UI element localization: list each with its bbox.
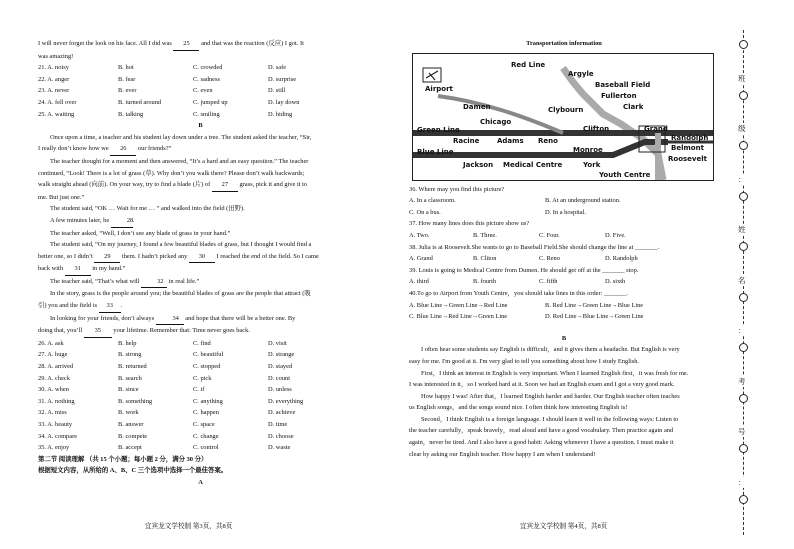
blank-29[interactable]: 29 <box>94 251 120 264</box>
map-label: Damen <box>463 102 491 111</box>
answer-option[interactable]: 31. A. nothing <box>38 397 75 405</box>
answer-option[interactable]: 22. A. anger <box>38 75 70 83</box>
option-row <box>38 349 363 361</box>
answer-option[interactable]: D. achieve <box>268 409 296 417</box>
map-label: Baseball Field <box>595 80 651 89</box>
passage-line: clear by asking our English teacher. How happy I am when I understand! <box>409 450 596 458</box>
binding-label: ： <box>738 477 746 487</box>
question-text: 39. Louis is going to Medical Centre from Dumen. He should get off at the _______ stop. <box>409 266 639 274</box>
answer-option[interactable]: 28. A. arrived <box>38 363 74 371</box>
answer-option[interactable]: D. still <box>268 87 286 95</box>
option-row <box>409 276 719 288</box>
option-row <box>38 442 363 454</box>
passage-line: In looking for your friends, don’t always 34 and hope that there will be a better one. By <box>38 313 363 326</box>
map-label: Red Line <box>511 60 546 69</box>
passage-line: continued, “Look! There is a lot of grass (草). Why don’t you walk there? Please don’t walk backwards; <box>38 169 305 177</box>
blank-27[interactable]: 27 <box>212 179 238 192</box>
answer-option[interactable]: B. returned <box>118 363 147 371</box>
map-label: Clifton <box>583 124 610 133</box>
binding-hole <box>739 293 748 302</box>
answer-option[interactable]: B. work <box>118 409 139 417</box>
answer-option[interactable]: B. Three. <box>473 231 497 239</box>
passage-line: better one, so I didn’t 29 them. I hadn’t picked any 30 I reached the end of the field. So I came <box>38 251 363 264</box>
answer-option[interactable]: C. smiling <box>193 110 220 118</box>
option-row <box>38 338 363 350</box>
map-label: Argyle <box>568 69 594 78</box>
binding-label: ： <box>738 174 746 184</box>
answer-option[interactable]: B. search <box>118 374 142 382</box>
option-row <box>409 195 719 218</box>
map-label: Airport <box>425 84 453 93</box>
option-row <box>409 300 719 323</box>
binding-label: 班 <box>738 73 746 83</box>
blank-25[interactable]: 25 <box>173 38 199 51</box>
passage-line: back with 31 in my hand.” <box>38 263 363 276</box>
answer-option[interactable]: B. ever <box>118 87 137 95</box>
option-row <box>38 373 363 385</box>
binding-label: 姓 <box>738 225 746 234</box>
answer-option[interactable]: B. fear <box>118 75 136 83</box>
answer-option[interactable]: D. sixth <box>605 278 626 286</box>
answer-option[interactable]: D. unless <box>268 386 292 394</box>
option-row <box>38 109 363 121</box>
answer-option[interactable]: 34. A. compare <box>38 432 78 440</box>
section-b-title: B <box>198 122 203 130</box>
answer-option[interactable]: D. everything <box>268 397 304 405</box>
passage-line: easy for me. I'm good at it. I'm very glad to tell you something about how I study English. <box>409 357 640 365</box>
binding-label: 名 <box>738 275 746 285</box>
binding-label: 级 <box>738 124 746 133</box>
option-row <box>409 253 719 265</box>
binding-hole <box>739 495 748 504</box>
map-label: Clybourn <box>548 105 584 114</box>
answer-option[interactable]: 24. A. fell over <box>38 98 77 106</box>
blank-34[interactable]: 34 <box>156 313 184 326</box>
page-footer-right: 宜宾龙文学校制 第4页，共8页 <box>520 523 608 530</box>
left-column <box>38 38 363 489</box>
answer-option[interactable]: C. Four. <box>539 231 560 239</box>
answer-option[interactable]: C. if <box>193 386 205 394</box>
map-label: Youth Centre <box>599 170 651 179</box>
passage-line: How happy I was! After that，I learned English harder and harder. Our English teacher often teaches <box>421 392 680 400</box>
section-b-title: B <box>561 334 567 342</box>
part2-title: 第二节 阅读理解 （共 15 个小题；每小题 2 分，满分 30 分） <box>38 455 208 463</box>
transport-map <box>412 53 714 181</box>
passage-line: again，never be tired. And I also have a good habit: Asking whenever I have a question. I must make it <box>409 439 674 447</box>
answer-option[interactable]: D. Red Line→Blue Line→Green Line <box>545 313 644 321</box>
passage-line: 引) you and the field is 33 . <box>38 300 363 313</box>
answer-option[interactable]: C. even <box>193 87 213 95</box>
option-row <box>38 419 363 431</box>
binding-label: ： <box>738 326 746 335</box>
binding-hole <box>739 343 748 352</box>
answer-option[interactable]: B. since <box>118 386 139 394</box>
answer-option[interactable]: 32. A. miss <box>38 409 67 417</box>
map-label: Green Line <box>417 125 460 134</box>
blank-31[interactable]: 31 <box>65 263 91 276</box>
passage-line: us English songs，and the songs sound nice. I often think how interesting English is! <box>409 404 628 412</box>
answer-option[interactable]: B. turned around <box>118 98 162 106</box>
binding-hole <box>739 192 748 201</box>
map-title: Transportation information <box>526 40 602 47</box>
answer-option[interactable]: 21. A. noisy <box>38 64 69 72</box>
passage-line: A few minutes later, he 28. <box>38 215 363 228</box>
questions-group <box>409 184 719 323</box>
answer-option[interactable]: D. stayed <box>268 363 293 371</box>
passage-line: The student said, “On my journey, I found a few beautiful blades of grass, but I thought I would find a <box>50 241 312 249</box>
answer-option[interactable]: A. Two. <box>409 231 430 239</box>
answer-option[interactable]: D. surprise <box>268 75 297 83</box>
binding-hole <box>739 141 748 150</box>
blank-28[interactable]: 28 <box>111 215 133 228</box>
answer-option[interactable]: D. In a hospital. <box>545 208 586 216</box>
answer-option[interactable]: B. hot <box>118 64 134 72</box>
passage-line: walk straight ahead (向前). On your way, try to find a blade (片) of 27 grass, pick it and give it to <box>38 179 363 192</box>
map-label: Roosevelt <box>668 154 707 163</box>
answer-option[interactable]: A. Grand <box>409 255 433 263</box>
passage-line: was amazing! <box>38 52 74 60</box>
map-label: Racine <box>453 136 480 145</box>
answer-option[interactable]: D. lay down <box>268 98 300 106</box>
map-label: Chicago <box>480 117 512 126</box>
passage-line: The teacher asked, “Well, I don’t see any blade of grass in your hand.” <box>50 229 231 237</box>
blank-30[interactable]: 30 <box>189 251 215 264</box>
binding-label: 考 <box>738 376 746 386</box>
option-row <box>38 361 363 373</box>
option-row <box>409 230 719 242</box>
answer-option[interactable]: 35. A. enjoy <box>38 444 70 452</box>
blank-33[interactable]: 33 <box>99 300 121 313</box>
answer-option[interactable]: C. change <box>193 432 219 440</box>
answer-option[interactable]: D. count <box>268 374 291 382</box>
answer-option[interactable]: 27. A. huge <box>38 351 68 359</box>
map-label: Medical Centre <box>503 160 563 169</box>
answer-option[interactable]: D. choose <box>268 432 294 440</box>
answer-option[interactable]: B. answer <box>118 421 144 428</box>
option-row <box>38 396 363 408</box>
answer-option[interactable]: D. visit <box>268 339 287 347</box>
question-text: 37. How many lines does this picture show us? <box>409 220 530 228</box>
binding-hole <box>739 394 748 403</box>
map-label: Blue Line <box>417 147 454 156</box>
map-label: Grand <box>644 124 668 133</box>
map-label: Belmont <box>671 143 704 152</box>
answer-option[interactable]: 30. A. when <box>38 386 69 394</box>
passage-line: The student said, “OK … Wait for me … ” and walked into the field (田野). <box>50 205 245 213</box>
blank-35[interactable]: 35 <box>84 325 112 338</box>
option-row <box>38 74 363 86</box>
map-label: Randolph <box>671 133 709 142</box>
answer-option[interactable]: C. anything <box>193 397 223 405</box>
answer-option[interactable]: B. strong <box>118 351 142 359</box>
answer-option[interactable]: C. Reno <box>539 255 560 263</box>
binding-label: 号 <box>738 427 746 436</box>
answer-option[interactable]: D. Randolph <box>605 255 638 263</box>
answer-option[interactable]: D. time <box>268 421 288 428</box>
passage-line: the teacher carefully，speak bravely，read aloud and have a good vocabulary. Then practice again and <box>409 427 674 435</box>
option-row <box>38 62 363 74</box>
right-column <box>409 38 719 460</box>
blank-26[interactable]: 26 <box>110 143 136 156</box>
answer-option[interactable]: C. fifth <box>539 278 558 286</box>
passage-line: The teacher said, “That’s what will 32 in real life.” <box>38 276 363 289</box>
answer-option[interactable]: B. fourth <box>473 278 497 286</box>
binding-margin <box>733 30 755 535</box>
answer-option[interactable]: C. space <box>193 421 215 428</box>
answer-option[interactable]: B. something <box>118 397 153 405</box>
option-row <box>38 85 363 97</box>
question-text: 36. Where may you find this picture? <box>409 185 505 193</box>
passage-line: I really don’t know how we 26 our friends?” <box>38 143 363 156</box>
options-group-a <box>38 62 363 120</box>
passage-line: doing that, you’ll 35 your lifetime. Remember that: Time never goes back. <box>38 325 363 338</box>
map-label: Monroe <box>573 145 603 154</box>
map-label: Reno <box>538 136 558 145</box>
passage-line: I often hear some students say English is difficult，and it gives them a headache. But English is very <box>421 346 680 354</box>
map-label: Fullerton <box>601 91 637 100</box>
answer-option[interactable]: 33. A. beauty <box>38 421 73 428</box>
answer-option[interactable]: A. third <box>409 278 429 286</box>
blank-32[interactable]: 32 <box>141 276 167 289</box>
answer-option[interactable]: C. Blue Line→Red Line→Green Line <box>409 313 508 321</box>
passage-line: me. But just one.” <box>38 193 85 201</box>
answer-option[interactable]: A. Blue Line→Green Line→Red Line <box>409 301 508 309</box>
option-row <box>38 407 363 419</box>
answer-option[interactable]: A. In a classroom. <box>409 197 456 205</box>
answer-option[interactable]: C. jumped up <box>193 98 228 106</box>
answer-option[interactable]: C. beautiful <box>193 351 224 359</box>
option-row <box>38 431 363 443</box>
answer-option[interactable]: 29. A. check <box>38 374 70 382</box>
answer-option[interactable]: B. Cliton <box>473 255 497 263</box>
answer-option[interactable]: 26. A. ask <box>38 339 64 347</box>
answer-option[interactable]: D. hiding <box>268 110 293 118</box>
answer-option[interactable]: C. happen <box>193 409 219 417</box>
option-row <box>38 384 363 396</box>
answer-option[interactable]: B. Red Line→Green Line→Blue Line <box>545 301 644 309</box>
answer-option[interactable]: C. control <box>193 444 219 452</box>
question-text: 38. Julia is at Roosevelt.She wants to go to Baseball Field.She should change the line at _______. <box>409 243 659 251</box>
binding-hole <box>739 91 748 100</box>
answer-option[interactable]: B. At an underground station. <box>545 197 621 205</box>
binding-hole <box>739 444 748 453</box>
answer-option[interactable]: B. help <box>118 339 137 347</box>
answer-option[interactable]: C. find <box>193 339 211 347</box>
options-group-b <box>38 338 363 454</box>
passage-line: The teacher thought for a moment and then answered, “It’s a hard and an easy question.” The teacher <box>50 157 309 165</box>
map-label: Adams <box>497 136 524 145</box>
answer-option[interactable]: 23. A. never <box>38 87 70 95</box>
part2-instructions: 根据短文内容，从所给的 A、B、C 三个选项中选择一个最佳答案。 <box>38 467 228 475</box>
answer-option[interactable]: D. safe <box>268 64 287 72</box>
answer-option[interactable]: C. sadness <box>193 75 220 83</box>
passage-line: Once upon a time, a teacher and his student lay down under a tree. The student asked the teacher, “Sir, <box>50 133 312 141</box>
passage-line: I will never forget the look on his face. All I did was 25 and that was the reaction (反应) I got. It <box>38 38 363 51</box>
answer-option[interactable]: C. crowded <box>193 64 223 72</box>
answer-option[interactable]: C. pick <box>193 374 212 382</box>
answer-option[interactable]: C. On a bus. <box>409 208 441 216</box>
map-label: Jackson <box>463 160 494 169</box>
option-row <box>38 97 363 109</box>
answer-option[interactable]: B. accept <box>118 444 142 452</box>
binding-hole <box>739 40 748 49</box>
answer-option[interactable]: D. waste <box>268 444 291 452</box>
passage-line: I was interested in it，so I worked hard at it. Soon we had an English exam and I got a very good mark. <box>409 381 675 389</box>
binding-hole <box>739 242 748 251</box>
answer-option[interactable]: D. strange <box>268 351 295 359</box>
answer-option[interactable]: C. stopped <box>193 363 221 371</box>
question-text: 40.To go to Airport from Youth Centre，you should take lines in this order: _______. <box>409 289 628 297</box>
section-a-title: A <box>198 478 203 486</box>
page-footer-left: 宜宾龙文学校制 第3页，共8页 <box>145 523 233 530</box>
answer-option[interactable]: B. talking <box>118 110 144 118</box>
passage-line: In the story, grass is the people around you; the beautiful blades of grass are the people that attract (吸 <box>50 290 311 298</box>
map-label: Clark <box>623 102 644 111</box>
answer-option[interactable]: B. compete <box>118 432 148 440</box>
passage-line: First，I think an interest in English is very important. When I learned English first，it was fresh for me. <box>421 369 689 377</box>
map-label: York <box>583 160 601 169</box>
answer-option[interactable]: 25. A. waiting <box>38 110 75 118</box>
passage-line: Second，I think English is a foreign language. I should learn it well in the following ways: Listen to <box>421 415 679 423</box>
answer-option[interactable]: D. Five. <box>605 231 626 239</box>
